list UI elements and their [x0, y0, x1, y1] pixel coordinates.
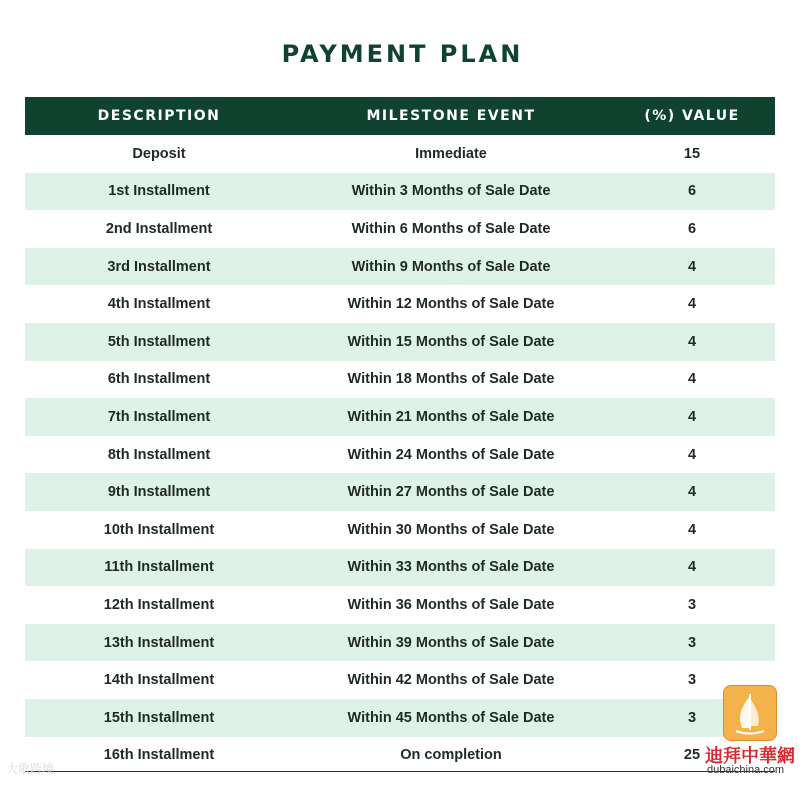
- value-cell: 4: [687, 484, 697, 501]
- table-row: [25, 361, 775, 399]
- table-header: [25, 97, 775, 135]
- table-row: [25, 737, 775, 775]
- description-cell: 12th Installment: [103, 596, 215, 613]
- milestone-cell: Within 39 Months of Sale Date: [347, 634, 555, 651]
- description-cell: 1st Installment: [108, 183, 210, 200]
- page-title: PAYMENT PLAN: [281, 40, 524, 68]
- brand-url: dubaichina.com: [707, 764, 785, 776]
- description-cell: 16th Installment: [103, 747, 215, 764]
- table-row: [25, 248, 775, 286]
- description-cell: Deposit: [132, 145, 186, 162]
- value-cell: 3: [687, 672, 697, 689]
- table-row: [25, 661, 775, 699]
- milestone-cell: Within 42 Months of Sale Date: [347, 672, 555, 689]
- column-header-description: DESCRIPTION: [97, 108, 221, 124]
- column-header-milestone-event: MILESTONE EVENT: [366, 108, 536, 124]
- milestone-cell: Within 12 Months of Sale Date: [347, 296, 555, 313]
- description-cell: 9th Installment: [107, 484, 211, 501]
- description-cell: 13th Installment: [103, 634, 215, 651]
- milestone-cell: Within 18 Months of Sale Date: [347, 371, 555, 388]
- table-row: [25, 511, 775, 549]
- value-cell: 4: [687, 371, 697, 388]
- sailboat-logo-icon: [723, 685, 777, 741]
- table-row: [25, 549, 775, 587]
- table-row: [25, 473, 775, 511]
- description-cell: 11th Installment: [104, 559, 214, 576]
- value-cell: 4: [687, 333, 697, 350]
- description-cell: 8th Installment: [107, 446, 211, 463]
- table-row: [25, 210, 775, 248]
- description-cell: 2nd Installment: [105, 220, 213, 237]
- milestone-cell: Within 33 Months of Sale Date: [347, 559, 555, 576]
- milestone-cell: On completion: [400, 747, 502, 764]
- value-cell: 3: [687, 709, 697, 726]
- table-body: [25, 135, 775, 774]
- milestone-cell: Within 21 Months of Sale Date: [347, 408, 555, 425]
- milestone-cell: Within 15 Months of Sale Date: [347, 333, 555, 350]
- milestone-cell: Immediate: [415, 145, 487, 162]
- table-row: [25, 586, 775, 624]
- table-row: [25, 135, 775, 173]
- value-cell: 3: [687, 634, 697, 651]
- description-cell: 4th Installment: [107, 296, 211, 313]
- milestone-cell: Within 36 Months of Sale Date: [347, 596, 555, 613]
- value-cell: 6: [687, 220, 697, 237]
- value-cell: 4: [687, 296, 697, 313]
- milestone-cell: Within 30 Months of Sale Date: [347, 521, 555, 538]
- value-cell: 4: [687, 446, 697, 463]
- column-header-value: (%) VALUE: [644, 108, 740, 124]
- payment-plan-table: [25, 97, 775, 774]
- milestone-cell: Within 9 Months of Sale Date: [351, 258, 551, 275]
- table-row: [25, 624, 775, 662]
- brand-chinese-name: 迪拜中華網: [705, 746, 795, 766]
- value-cell: 4: [687, 559, 697, 576]
- table-row: [25, 173, 775, 211]
- description-cell: 14th Installment: [103, 672, 215, 689]
- value-cell: 25: [683, 747, 701, 764]
- table-row: [25, 285, 775, 323]
- table-row: [25, 699, 775, 737]
- description-cell: 7th Installment: [107, 408, 211, 425]
- value-cell: 3: [687, 596, 697, 613]
- value-cell: 4: [687, 258, 697, 275]
- value-cell: 6: [687, 183, 697, 200]
- value-cell: 4: [687, 408, 697, 425]
- watermark-text: 大歌跨境: [6, 762, 55, 776]
- description-cell: 15th Installment: [103, 709, 215, 726]
- value-cell: 4: [687, 521, 697, 538]
- table-bottom-rule: [25, 771, 775, 772]
- table-row: [25, 323, 775, 361]
- table-row: [25, 398, 775, 436]
- value-cell: 15: [683, 145, 701, 162]
- milestone-cell: Within 24 Months of Sale Date: [347, 446, 555, 463]
- table-row: [25, 436, 775, 474]
- milestone-cell: Within 3 Months of Sale Date: [351, 183, 551, 200]
- description-cell: 5th Installment: [107, 333, 211, 350]
- milestone-cell: Within 6 Months of Sale Date: [351, 220, 551, 237]
- description-cell: 6th Installment: [107, 371, 211, 388]
- milestone-cell: Within 27 Months of Sale Date: [347, 484, 555, 501]
- description-cell: 10th Installment: [103, 521, 215, 538]
- description-cell: 3rd Installment: [107, 258, 211, 275]
- milestone-cell: Within 45 Months of Sale Date: [347, 709, 555, 726]
